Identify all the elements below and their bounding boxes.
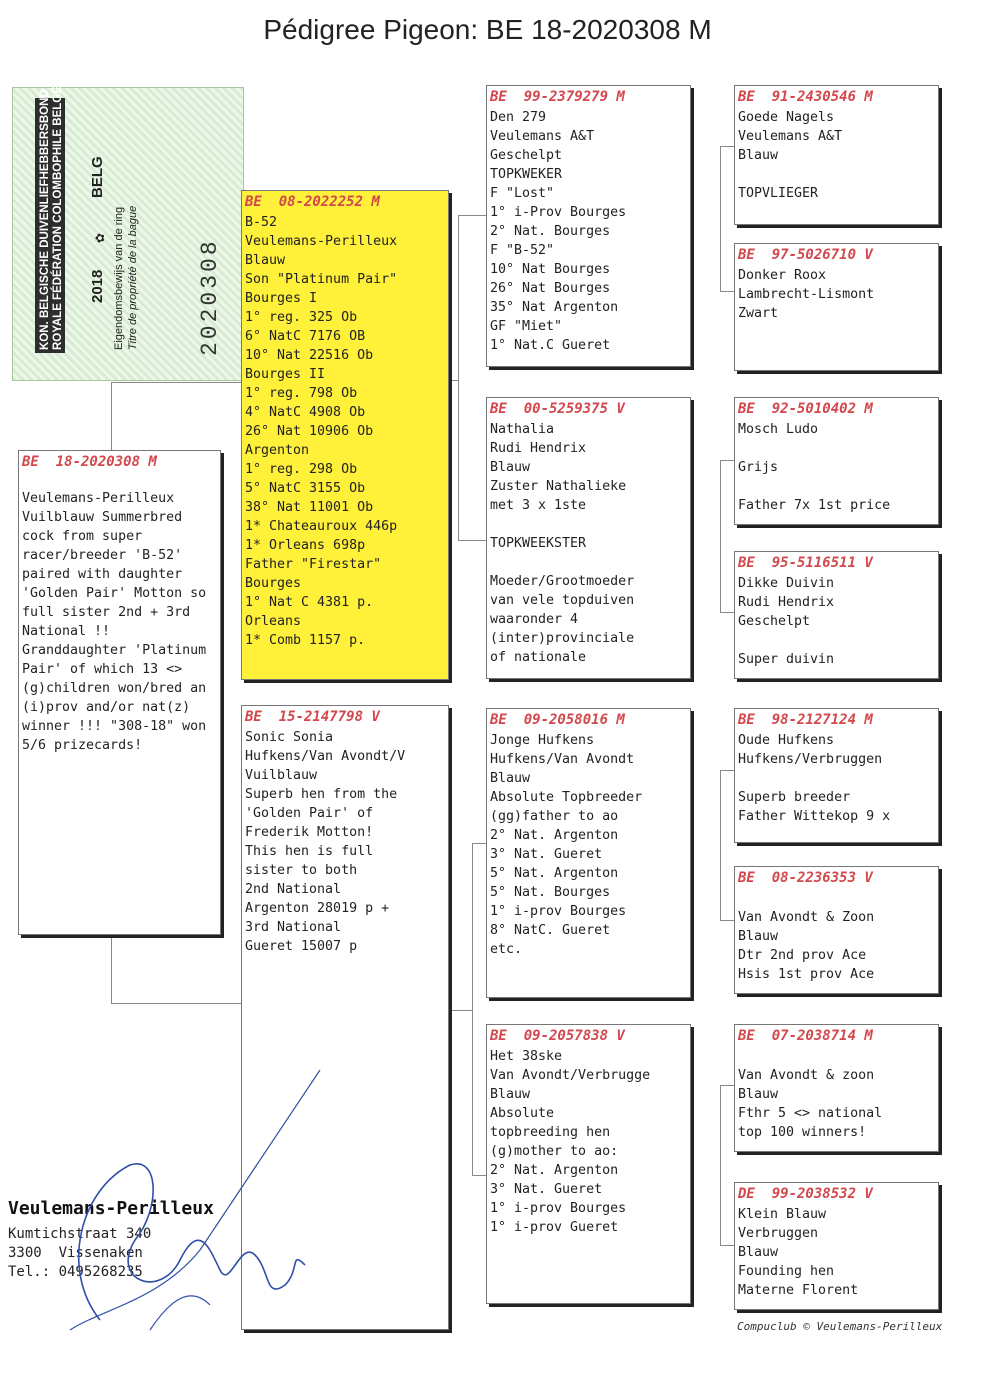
detail-line: Founding hen xyxy=(738,1264,835,1279)
ring-number: BE 99-2379279 M xyxy=(490,89,625,105)
connector-line xyxy=(720,291,734,292)
grandparent-card-1 xyxy=(486,85,691,367)
detail-line: 6° NatC 7176 OB xyxy=(245,329,366,344)
detail-line: 5° Nat. Argenton xyxy=(490,866,619,881)
connector-line xyxy=(720,1085,721,1245)
detail-line: 1° i-prov Bourges xyxy=(490,904,627,919)
detail-line: Fthr 5 <> national xyxy=(738,1106,883,1121)
detail-line: F "B-52" xyxy=(490,243,555,258)
detail-line: of nationale xyxy=(490,650,587,665)
detail-line: Superb hen from the xyxy=(245,787,398,802)
great-grandparent-details xyxy=(738,1205,935,1300)
detail-line: Klein Blauw xyxy=(738,1207,827,1222)
detail-line: Jonge Hufkens xyxy=(490,733,595,748)
detail-line: Blauw xyxy=(245,253,286,268)
detail-line: 2° Nat. Bourges xyxy=(490,224,611,239)
detail-line: 1° reg. 798 Ob xyxy=(245,386,358,401)
detail-line: Hufkens/Van Avondt/V xyxy=(245,749,406,764)
sire-details xyxy=(245,213,445,650)
ring-number: BE 92-5010402 M xyxy=(738,401,873,417)
detail-line xyxy=(738,1047,935,1066)
detail-line: 2° Nat. Argenton xyxy=(490,828,619,843)
detail-line: Hufkens/Verbruggen xyxy=(738,752,883,767)
detail-line: topbreeding hen xyxy=(490,1125,611,1140)
detail-line: Bourges xyxy=(245,576,302,591)
detail-line: Bourges II xyxy=(245,367,326,382)
detail-line: Vuilblauw xyxy=(245,768,318,783)
detail-line: Dikke Duivin xyxy=(738,576,835,591)
detail-line: Moeder/Grootmoeder xyxy=(490,574,635,589)
detail-line: 1° Nat.C Gueret xyxy=(490,338,611,353)
detail-line: B-52 xyxy=(245,215,278,230)
detail-line: Dtr 2nd prov Ace xyxy=(738,948,867,963)
detail-line: 1° i-prov Gueret xyxy=(490,1220,619,1235)
detail-line: This hen is full xyxy=(245,844,374,859)
detail-line: 26° Nat 10906 Ob xyxy=(245,424,374,439)
connector-line xyxy=(720,460,734,461)
connector-line xyxy=(458,215,459,540)
great-grandparent-details xyxy=(738,420,935,515)
connector-line xyxy=(472,843,486,844)
connector-line xyxy=(720,460,721,612)
great-grandparent-details xyxy=(738,574,935,669)
detail-line: Van Avondt & zoon xyxy=(738,1068,875,1083)
detail-line: Father Wittekop 9 x xyxy=(738,809,891,824)
detail-line: Rudi Hendrix xyxy=(490,441,587,456)
sire-card xyxy=(241,190,449,680)
detail-line: 10° Nat 22516 Ob xyxy=(245,348,374,363)
detail-line: sister to both xyxy=(245,863,358,878)
address-line: Kumtichstraat 340 xyxy=(8,1226,152,1242)
seal-icon: ✿ xyxy=(93,232,107,243)
connector-line xyxy=(458,215,486,216)
connector-line xyxy=(720,770,734,771)
detail-line: 5° NatC 3155 Ob xyxy=(245,481,366,496)
detail-line: 10° Nat Bourges xyxy=(490,262,611,277)
detail-line: 35° Nat Argenton xyxy=(490,300,619,315)
connector-line xyxy=(111,935,112,1003)
detail-line: Zuster Nathalieke xyxy=(490,479,627,494)
great-grandparent-details xyxy=(738,889,935,984)
certificate-year: 2018 xyxy=(89,269,106,303)
detail-line: 2nd National xyxy=(245,882,342,897)
connector-line xyxy=(111,382,112,452)
detail-line: Hufkens/Van Avondt xyxy=(490,752,635,767)
certificate-doc-fr: Titre de propriété de la bague xyxy=(127,205,139,350)
grandparent-details xyxy=(490,1047,687,1237)
detail-line: Grijs xyxy=(738,460,779,475)
detail-line: 4° NatC 4908 Ob xyxy=(245,405,366,420)
subject-ring-number: BE 18-2020308 M xyxy=(22,454,157,470)
detail-line: van vele topduiven xyxy=(490,593,635,608)
detail-line: Hsis 1st prov Ace xyxy=(738,967,875,982)
detail-line: Donker Roox xyxy=(738,268,827,283)
detail-line: Mosch Ludo xyxy=(738,422,819,437)
detail-line: 2° Nat. Argenton xyxy=(490,1163,619,1178)
phone-number: Tel.: 0495268235 xyxy=(8,1264,143,1280)
detail-line: 8° NatC. Gueret xyxy=(490,923,611,938)
grandparent-card-2 xyxy=(486,397,691,679)
grandparent-details xyxy=(490,420,687,667)
detail-line xyxy=(738,769,935,788)
ring-number: BE 09-2057838 V xyxy=(490,1028,625,1044)
detail-line: met 3 x 1ste xyxy=(490,498,587,513)
detail-line: Absolute Topbreeder xyxy=(490,790,643,805)
detail-line: Father "Firestar" xyxy=(245,557,382,572)
ring-number: BE 08-2236353 V xyxy=(738,870,873,886)
detail-line: Super duivin xyxy=(738,652,835,667)
connector-line xyxy=(720,1085,734,1086)
detail-line: (inter)provinciale xyxy=(490,631,635,646)
detail-line: Goede Nagels xyxy=(738,110,835,125)
detail-line: Blauw xyxy=(738,148,779,163)
detail-line: Blauw xyxy=(738,1087,779,1102)
great-grandparent-details xyxy=(738,731,935,826)
great-grandparent-details xyxy=(738,1047,935,1142)
detail-line: Nathalia xyxy=(490,422,555,437)
ring-number: BE 95-5116511 V xyxy=(738,555,873,571)
signature-icon xyxy=(40,1070,340,1360)
certificate-country: BELG xyxy=(89,156,106,198)
connector-line xyxy=(472,1175,486,1176)
great-grandparent-card-7 xyxy=(734,1024,939,1152)
detail-line: 1* Orleans 698p xyxy=(245,538,366,553)
ring-number: BE 07-2038714 M xyxy=(738,1028,873,1044)
detail-line: Blauw xyxy=(738,1245,779,1260)
certificate-ring-number: 2020308 xyxy=(197,238,223,356)
ring-number: BE 98-2127124 M xyxy=(738,712,873,728)
detail-line: Sonic Sonia xyxy=(245,730,334,745)
detail-line: 26° Nat Bourges xyxy=(490,281,611,296)
detail-line: Blauw xyxy=(490,771,531,786)
detail-line: TOPKWEEKSTER xyxy=(490,536,587,551)
dam-ring-number: BE 15-2147798 V xyxy=(245,709,380,725)
detail-line: Veulemans A&T xyxy=(738,129,843,144)
detail-line: etc. xyxy=(490,942,523,957)
detail-line: (gg)father to ao xyxy=(490,809,619,824)
grandparent-details xyxy=(490,731,687,959)
detail-line: Materne Florent xyxy=(738,1283,859,1298)
grandparent-details xyxy=(490,108,687,355)
certificate-org-nl: KON. BELGISCHE DUIVENLIEFHEBBERSBOND xyxy=(39,89,51,350)
detail-line xyxy=(738,165,935,184)
detail-line xyxy=(738,477,935,496)
copyright-text: Compuclub © Veulemans-Perilleux xyxy=(737,1320,943,1333)
detail-line: top 100 winners! xyxy=(738,1125,867,1140)
connector-line xyxy=(720,1245,734,1246)
detail-line: 3° Nat. Gueret xyxy=(490,1182,603,1197)
connector-line xyxy=(720,612,734,613)
great-grandparent-card-5 xyxy=(734,708,939,843)
detail-line: 3° Nat. Gueret xyxy=(490,847,603,862)
certificate-doc-nl: Eigendomsbewijs van de ring xyxy=(113,206,125,350)
great-grandparent-card-1 xyxy=(734,85,939,225)
detail-line: 1° reg. 325 Ob xyxy=(245,310,358,325)
detail-line: Den 279 xyxy=(490,110,547,125)
detail-line: 5° Nat. Bourges xyxy=(490,885,611,900)
address-line: 3300 Vissenaken xyxy=(8,1245,143,1261)
detail-line: Absolute xyxy=(490,1106,555,1121)
detail-line: Argenton 28019 p + xyxy=(245,901,390,916)
ring-number: BE 97-5026710 V xyxy=(738,247,873,263)
detail-line: 1° reg. 298 Ob xyxy=(245,462,358,477)
connector-line xyxy=(111,382,241,383)
detail-line: Geschelpt xyxy=(738,614,811,629)
detail-line: 1° Nat C 4381 p. xyxy=(245,595,374,610)
grandparent-card-4 xyxy=(486,1024,691,1304)
certificate-org-fr: ROYALE FÉDÉRATION COLOMBOPHILE BELGE xyxy=(52,86,64,350)
ring-number: BE 09-2058016 M xyxy=(490,712,625,728)
detail-line: 1° i-prov Bourges xyxy=(490,1201,627,1216)
detail-line xyxy=(738,439,935,458)
ring-number: BE 00-5259375 V xyxy=(490,401,625,417)
grandparent-card-3 xyxy=(486,708,691,998)
detail-line: waaronder 4 xyxy=(490,612,579,627)
detail-line: Geschelpt xyxy=(490,148,563,163)
ring-certificate xyxy=(12,87,244,381)
detail-line: Orleans xyxy=(245,614,302,629)
detail-line: Blauw xyxy=(490,460,531,475)
detail-line xyxy=(738,889,935,908)
detail-line: Veulemans-Perilleux xyxy=(245,234,398,249)
great-grandparent-card-8 xyxy=(734,1182,939,1310)
connector-line xyxy=(720,770,721,920)
connector-line xyxy=(720,920,734,921)
detail-line: Van Avondt/Verbrugge xyxy=(490,1068,651,1083)
detail-line: Superb breeder xyxy=(738,790,851,805)
connector-line xyxy=(449,1010,472,1011)
detail-line: 38° Nat 11001 Ob xyxy=(245,500,374,515)
sire-ring-number: BE 08-2022252 M xyxy=(245,194,380,210)
detail-line: 3rd National xyxy=(245,920,342,935)
detail-line: 1* Comb 1157 p. xyxy=(245,633,366,648)
detail-line: Van Avondt & Zoon xyxy=(738,910,875,925)
great-grandparent-card-3 xyxy=(734,397,939,525)
connector-line xyxy=(720,146,721,291)
detail-line: Rudi Hendrix xyxy=(738,595,835,610)
detail-line: Het 38ske xyxy=(490,1049,563,1064)
connector-line xyxy=(458,540,486,541)
detail-line: (g)mother to ao: xyxy=(490,1144,619,1159)
breeder-name: Veulemans-Perilleux xyxy=(8,1198,214,1219)
great-grandparent-card-4 xyxy=(734,551,939,679)
connector-line xyxy=(720,146,734,147)
subject-description: Veulemans-Perilleux Vuilblauw Summerbred cock from super racer/breeder 'B-52' paired with daughter 'Golden Pair' Motton so full sister 2nd + 3rd National !! Granddaughter 'Platinum Pair' of which 13 <> (g)children won/bred an (i)prov and/or nat(z) winner !!! "308-18" won 5/6 prizecards! xyxy=(22,491,207,753)
detail-line: Father 7x 1st price xyxy=(738,498,891,513)
detail-line xyxy=(490,553,687,572)
detail-line: F "Lost" xyxy=(490,186,555,201)
great-grandparent-details xyxy=(738,108,935,203)
connector-line xyxy=(449,380,459,381)
detail-line: Zwart xyxy=(738,306,779,321)
detail-line: Oude Hufkens xyxy=(738,733,835,748)
detail-line: Frederik Motton! xyxy=(245,825,374,840)
detail-line: Lambrecht-Lismont xyxy=(738,287,875,302)
detail-line: GF "Miet" xyxy=(490,319,563,334)
connector-line xyxy=(111,1003,241,1004)
detail-line: 1° i-Prov Bourges xyxy=(490,205,627,220)
page-title: Pédigree Pigeon: BE 18-2020308 M xyxy=(263,14,712,45)
great-grandparent-card-2 xyxy=(734,243,939,371)
detail-line: TOPVLIEGER xyxy=(738,186,819,201)
detail-line: Bourges I xyxy=(245,291,318,306)
great-grandparent-details xyxy=(738,266,935,323)
detail-line: Blauw xyxy=(490,1087,531,1102)
detail-line: Veulemans A&T xyxy=(490,129,595,144)
detail-line: Argenton xyxy=(245,443,310,458)
great-grandparent-card-6 xyxy=(734,866,939,994)
detail-line: 1* Chateauroux 446p xyxy=(245,519,398,534)
connector-line xyxy=(472,843,473,1175)
detail-line xyxy=(490,515,687,534)
ring-number: BE 91-2430546 M xyxy=(738,89,873,105)
detail-line: 'Golden Pair' of xyxy=(245,806,374,821)
detail-line: Son "Platinum Pair" xyxy=(245,272,398,287)
ring-number: DE 99-2038532 V xyxy=(738,1186,873,1202)
detail-line xyxy=(738,631,935,650)
detail-line: TOPKWEKER xyxy=(490,167,563,182)
dam-details xyxy=(245,728,445,956)
detail-line: Gueret 15007 p xyxy=(245,939,358,954)
detail-line: Blauw xyxy=(738,929,779,944)
subject-card xyxy=(18,450,221,935)
detail-line: Verbruggen xyxy=(738,1226,819,1241)
